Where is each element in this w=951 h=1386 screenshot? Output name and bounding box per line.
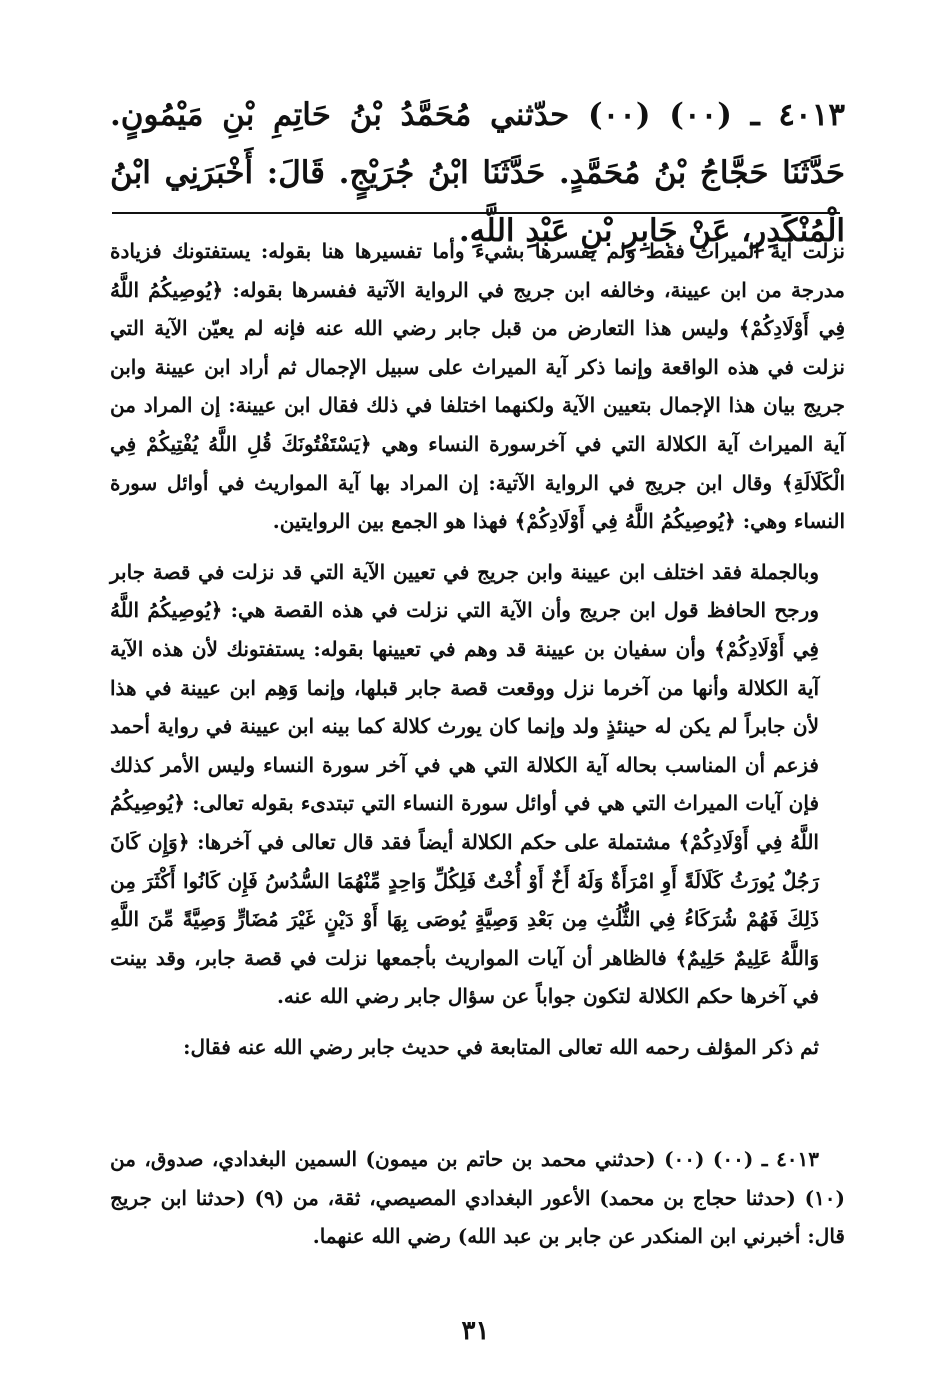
page-number: ٣١ xyxy=(461,1316,490,1346)
narrator-note: الأعور البغدادي المصيصي، ثقة، من (٩) xyxy=(254,1185,591,1210)
quran-verse: ﴿وَإِن كَانَ رَجُلٌ يُورَثُ كَلَالَةً أَوِ امْرَأَةٌ وَلَهُ أَخٌ أَوْ أُخْتٌ فَلِكُلِّ وَاحِدٍ مِّنْهُمَا السُّدُسُ فَإِن كَانُوا أَكْثَرَ مِن ذَلِكَ فَهُمْ شُرَكَاءُ فِي الثُّلُثِ مِن بَعْدِ وَصِيَّةٍ يُوصَى بِهَا أَوْ دَيْنٍ غَيْرَ مُضَارٍّ وَصِيَّةً مِّنَ اللَّهِ وَاللَّهُ عَلِيمٌ حَلِيمٌ﴾ xyxy=(110,829,819,970)
narrator-name: (حدثني محمد بن حاتم بن ميمون) xyxy=(365,1147,656,1171)
quran-verse: ﴿يُوصِيكُمُ اللَّهُ فِي أَوْلَادِكُمْ﴾ xyxy=(110,791,819,854)
commentary-paragraph-3: ثم ذكر المؤلف رحمه الله تعالى المتابعة في حديث جابر رضي الله عنه فقال: xyxy=(183,1034,819,1059)
commentary-text: وأن سفيان بن عيينة قد وهم في تعيينها بقوله: يستفتونك لأن هذه الآية آية الكلالة وأنها من آخرما نزل ووقعت قصة جابر قبلها، وإنما وَهِم ابن عيينة في هذا لأن جابراً لم يكن له حينئذٍ ولد وإنما كان يورث كلالة كما بينه ابن عيينة في رواية أحمد فزعم أن المناسب بحاله آية الكلالة التي هي في آخر سورة النساء وليس الأمر كذلك فإن آيات الميراث التي هي في أوائل سورة النساء التي تبتدىء بقوله تعالى: xyxy=(110,636,819,816)
hadith-chain-explanation xyxy=(110,1140,845,1256)
commentary-text: فالظاهر أن آيات المواريث بأجمعها نزلت في قصة جابر، وقد بينت في آخرها حكم الكلالة لتكون جواباً عن سؤال جابر رضي الله عنه. xyxy=(110,945,819,1009)
quran-verse: ﴿يُوصِيكُمُ اللَّهُ فِي أَوْلَادِكُمْ﴾ xyxy=(110,277,845,341)
narrator-note: رضي الله عنهما. xyxy=(312,1224,451,1249)
commentary-text: وبالجملة فقد اختلف ابن عيينة وابن جريج في تعيين الآية التي قد نزلت في قصة جابر ورجح الحافظ قول ابن جريج وأن الآية التي نزلت في هذه القصة هي: xyxy=(110,559,819,623)
quran-verse: ﴿يُوصِيكُمُ اللَّهُ فِي أَوْلَادِكُمْ﴾ xyxy=(514,509,736,534)
commentary-text: نزلت آية الميراث فقط ولم يفسرها بشيء وأما تفسيرها هنا بقوله: يستفتونك فزيادة مدرجة من ابن عيينة، وخالفه ابن جريج في الرواية الآتية ففسرها بقوله: xyxy=(110,239,845,302)
commentary-paragraph-1 xyxy=(110,232,845,541)
hadith-matn-header: ٤٠١٣ ـ (٠٠) (٠٠) حدّثني مُحَمَّدُ بْنُ حَاتِمِ بْنِ مَيْمُونٍ. حَدَّثَنَا حَجَّاجُ بْنُ مُحَمَّدٍ. حَدَّثَنَا ابْنُ جُرَيْجٍ. قَالَ: أَخْبَرَنِي ابْنُ الْمُنْكَدِرِ، عَنْ جَابِرِ بْنِ عَبْدِ اللَّهِ. xyxy=(110,97,845,249)
commentary-text: فهذا هو الجمع بين الروايتين. xyxy=(272,509,508,534)
narrator-name: (حدثنا ابن جريج قال: أخبرني ابن المنكدر عن جابر بن عبد الله) xyxy=(110,1185,845,1249)
footnote-divider xyxy=(112,212,840,214)
commentary-section xyxy=(110,232,845,1066)
narrator-name: (حدثنا حجاج بن محمد) xyxy=(599,1185,796,1210)
commentary-text: وقال ابن جريج في الرواية الآتية: إن المراد بها آية المواريث في أوائل سورة النساء وهي: xyxy=(110,470,845,534)
commentary-text: وليس هذا التعارض من قبل جابر رضي الله عنه فإنه لم يعيّن الآية التي نزلت في هذه الواقعة وإنما ذكر آية الميراث على سبيل الإجمال ثم أراد ابن عيينة وابن جريج بيان هذا الإجمال بتعيين الآية ولكنهما اختلفا في ذلك فقال ابن عيينة: إن المراد من آية الميراث آية الكلالة التي في آخرسورة النساء وهي xyxy=(110,316,845,456)
quran-verse: ﴿يَسْتَفْتُونَكَ قُلِ اللَّهُ يُفْتِيكُمْ فِي الْكَلَالَةِ﴾ xyxy=(110,431,846,495)
hadith-number: ٤٠١٣ ـ (٠٠) (٠٠) xyxy=(664,1147,820,1171)
quran-verse: ﴿يُوصِيكُمُ اللَّهُ فِي أَوْلَادِكُمْ﴾ xyxy=(110,598,819,661)
commentary-paragraph-2 xyxy=(110,553,845,1016)
narrator-note: السمين البغدادي، صدوق، من (١٠) xyxy=(110,1147,845,1210)
commentary-text: مشتملة على حكم الكلالة أيضاً فقد قال تعالى في آخرها: xyxy=(197,829,671,854)
